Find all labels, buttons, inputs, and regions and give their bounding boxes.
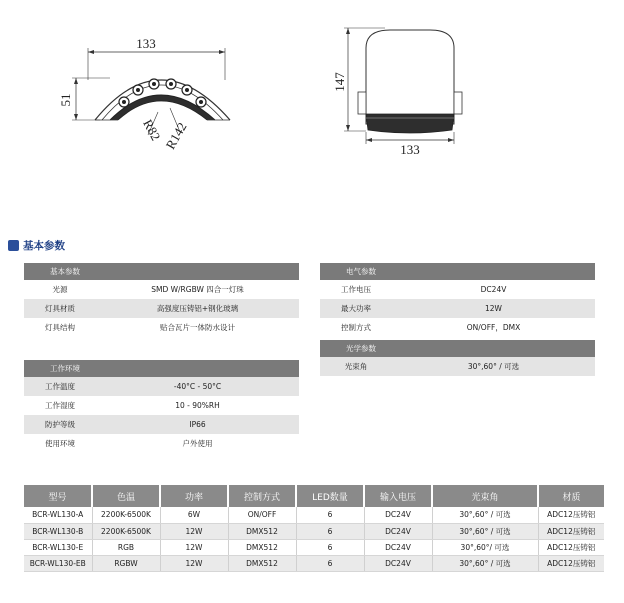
param-value: 30°,60° / 可选 — [467, 362, 520, 371]
param-key: 工作湿度 — [45, 401, 75, 410]
table-cell: BCR-WL130-EB — [24, 555, 92, 571]
radius-small-label: R82 — [140, 116, 164, 143]
param-value: 贴合瓦片一体防水设计 — [160, 323, 235, 332]
param-value: -40°C - 50°C — [173, 382, 222, 391]
table-cell: BCR-WL130-A — [24, 507, 92, 523]
column-header: 光束角 — [432, 485, 538, 507]
table-cell: DC24V — [364, 523, 432, 539]
table-cell: 12W — [160, 555, 228, 571]
optical-params-header: 光学参数 — [320, 340, 595, 357]
table-cell: BCR-WL130-E — [24, 539, 92, 555]
table-cell: ADC12压铸铝 — [538, 507, 604, 523]
front-view-drawing — [40, 20, 250, 160]
table-cell: 2200K-6500K — [92, 523, 160, 539]
table-cell: 6 — [296, 539, 364, 555]
table-cell: 2200K-6500K — [92, 507, 160, 523]
table-row — [24, 523, 604, 539]
column-header: 材质 — [538, 485, 604, 507]
table-header-row — [24, 485, 604, 507]
table-cell: 6 — [296, 555, 364, 571]
table-row — [24, 539, 604, 555]
work-env-header: 工作环境 — [24, 360, 299, 377]
section-bullet-icon — [8, 240, 19, 251]
table-cell: 6W — [160, 507, 228, 523]
param-key: 光源 — [52, 285, 68, 294]
param-row — [24, 299, 299, 318]
param-key: 控制方式 — [341, 323, 371, 332]
param-value: 12W — [485, 304, 502, 313]
param-value: IP66 — [189, 420, 206, 429]
param-row — [24, 318, 299, 337]
table-cell: DC24V — [364, 555, 432, 571]
table-cell: DC24V — [364, 539, 432, 555]
column-header: 色温 — [92, 485, 160, 507]
height-dim-label: 51 — [58, 93, 73, 107]
table-cell: DMX512 — [228, 539, 296, 555]
param-key: 工作电压 — [341, 285, 371, 294]
param-row — [24, 280, 299, 299]
table-row — [24, 507, 604, 523]
column-header: 控制方式 — [228, 485, 296, 507]
param-key: 灯具材质 — [45, 304, 75, 313]
table-cell: ADC12压铸铝 — [538, 523, 604, 539]
table-cell: DC24V — [364, 507, 432, 523]
param-value: SMD W/RGBW 四合一灯珠 — [151, 285, 244, 294]
table-cell: ON/OFF — [228, 507, 296, 523]
param-key: 最大功率 — [341, 304, 371, 313]
optical-params-block — [320, 340, 595, 376]
param-value: 户外使用 — [182, 439, 213, 448]
side-width-dim-label: 133 — [400, 142, 420, 157]
table-cell: 12W — [160, 523, 228, 539]
width-dim-label: 133 — [136, 36, 156, 51]
table-cell: RGB — [92, 539, 160, 555]
param-key: 灯具结构 — [45, 323, 75, 332]
param-row — [24, 377, 299, 396]
param-value: 10 - 90%RH — [175, 401, 220, 410]
column-header: LED数量 — [296, 485, 364, 507]
param-row — [320, 280, 595, 299]
table-cell: RGBW — [92, 555, 160, 571]
table-cell: 30°,60°/ 可选 — [432, 539, 538, 555]
table-cell: ADC12压铸铝 — [538, 539, 604, 555]
column-header: 输入电压 — [364, 485, 432, 507]
table-cell: 6 — [296, 507, 364, 523]
table-cell: 30°,60° / 可选 — [432, 507, 538, 523]
section-title — [8, 238, 65, 253]
basic-params-header: 基本参数 — [24, 263, 299, 280]
electrical-params-header: 电气参数 — [320, 263, 595, 280]
table-cell: 12W — [160, 539, 228, 555]
column-header: 型号 — [24, 485, 92, 507]
column-header: 功率 — [160, 485, 228, 507]
table-row — [24, 555, 604, 571]
param-row — [24, 415, 299, 434]
table-cell: ADC12压铸铝 — [538, 555, 604, 571]
param-row — [320, 299, 595, 318]
param-key: 防护等级 — [45, 420, 75, 429]
param-value: DC24V — [480, 285, 507, 294]
side-height-dim-label: 147 — [332, 72, 347, 92]
model-spec-table — [24, 485, 604, 572]
table-cell: 6 — [296, 523, 364, 539]
table-cell: BCR-WL130-B — [24, 523, 92, 539]
param-value: ON/OFF，DMX — [466, 323, 521, 332]
radius-large-label: R142 — [162, 119, 190, 152]
table-cell: 30°,60° / 可选 — [432, 555, 538, 571]
work-env-block — [24, 360, 299, 453]
side-view-drawing — [330, 18, 480, 158]
param-row — [320, 318, 595, 337]
param-key: 光束角 — [344, 362, 368, 371]
param-value: 高强度压铸铝+钢化玻璃 — [156, 304, 239, 313]
section-title-text: 基本参数 — [23, 240, 65, 252]
electrical-params-block — [320, 263, 595, 337]
table-cell: 30°,60° / 可选 — [432, 523, 538, 539]
param-row — [320, 357, 595, 376]
basic-params-block — [24, 263, 299, 337]
param-row — [24, 434, 299, 453]
param-row — [24, 396, 299, 415]
param-key: 使用环境 — [45, 439, 75, 448]
table-cell: DMX512 — [228, 523, 296, 539]
table-cell: DMX512 — [228, 555, 296, 571]
param-key: 工作温度 — [45, 382, 75, 391]
